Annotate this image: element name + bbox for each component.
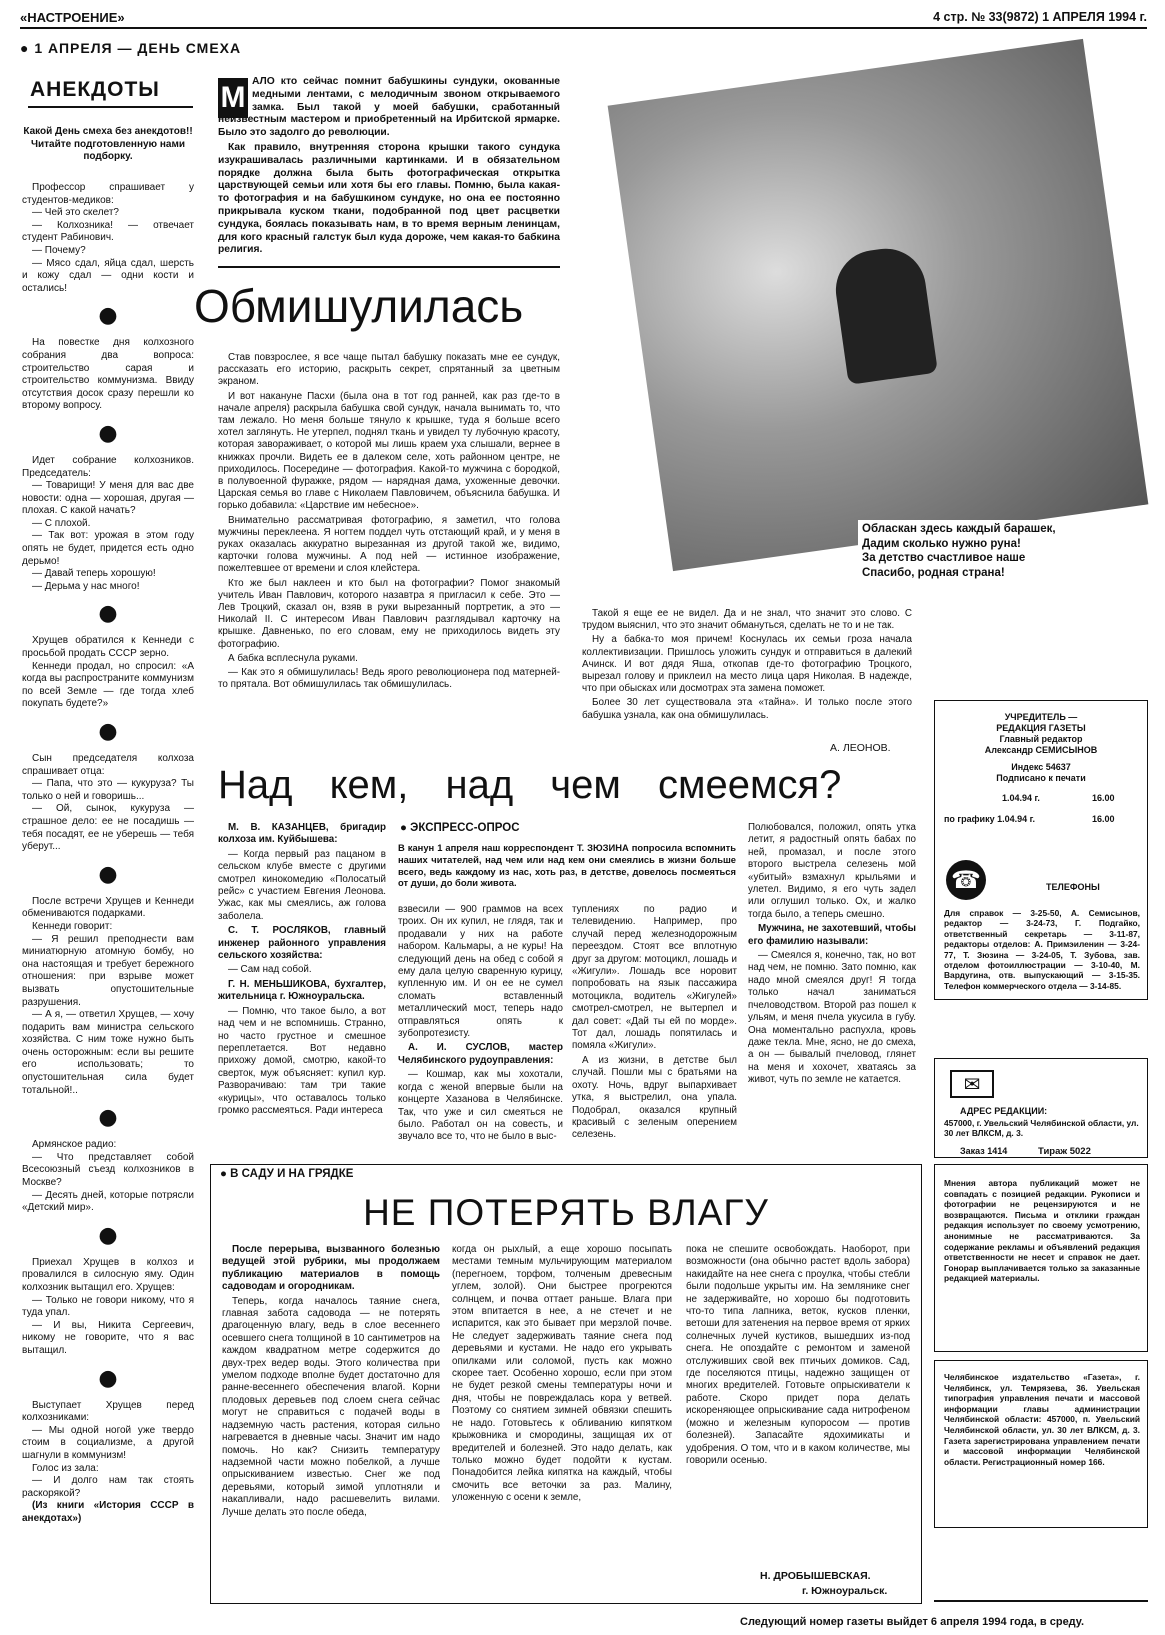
bullet-icon: ● [20, 40, 35, 56]
dropcap: М [218, 78, 248, 118]
respondent-answer: — Помню, что такое было, а вот над чем и не вспомнишь. Странно, но часто грустное и смешное переплетается. Вот недавно прихожу домой, смотрю, какой-то сверток, муж объясняет: купил кур. Разворачиваю: там три такие «курицы», что оставалось только громко рассмеяться. Ради интереса [218, 1005, 386, 1116]
paragraph: Внимательно рассматривая фотографию, я заметил, что голова мужчины переклеена. Я ногтем поддел чуть отстающий край, и у меня в руках оказалась аккуратно вырезанная из другой такой же, видимо, карточки голова мужчины. А под ней — истинное изображение, пожелтевшее от времени и слоя клейстера. [218, 514, 560, 575]
joke-line: Выступает Хрущев перед колхозниками: [22, 1399, 194, 1424]
joke-line: После встречи Хрущев и Кеннеди обмениваются подарками. [22, 895, 194, 920]
circulation: Тираж 5022 [1038, 1146, 1091, 1157]
joke-line: — Чей это скелет? [32, 207, 119, 219]
joke-line: — Папа, что это — кукуруза? Ты только о ней и говоришь... [22, 778, 194, 802]
rubric-line [20, 40, 241, 56]
jokes-list [22, 182, 194, 1526]
respondent-answer: — Когда первый раз пацаном в сельском клубе вместе с другими смотрел кинокомедию «Полосатый рейс» с участием Евгения Леонова. Ужас, как мы смеялись, аж голова заболела. [218, 848, 386, 922]
paragraph: Став повзрослее, я все чаще пытал бабушку показать мне ее сундук, рассказать его историю, раскрыть секрет, спрятанный за цветным экраном. [218, 352, 560, 388]
joke-line: — Только не говори никому, что я туда упал. [22, 1294, 194, 1319]
joke [22, 1139, 194, 1215]
bullet-icon: ● [98, 601, 118, 627]
joke-line: Кеннеди говорит: [32, 920, 113, 932]
joke-line: — Товарищи! У меня для вас две новости: одна — хорошая, другая — плохая. С какой начать? [22, 480, 194, 517]
paragraph: А бабка всплеснула руками. [228, 652, 358, 664]
rubric-text: 1 АПРЕЛЯ — ДЕНЬ СМЕХА [34, 40, 242, 56]
joke-line: — С плохой. [32, 517, 91, 529]
joke-line: — И долго нам так стоять раскорякой? [22, 1475, 194, 1499]
joke-line: — Колхозника! — отвечает студент Рабинович. [22, 219, 194, 244]
imprint-index: Индекс 54637 Подписано к печати [996, 762, 1086, 783]
paragraph: Такой я еще ее не видел. Да и не знал, что значит это слово. С трудом выяснил, что это значит обмануться, сделать не то и не так. [582, 608, 912, 632]
paragraph: — Как это я обмишулилась! Ведь ярого революционера под матерней-то прятала. Вот обмишулилась так обмишулилась. [218, 667, 560, 691]
man-with-lamb [831, 244, 938, 385]
respondent-answer: — Сам над собой. [228, 964, 312, 976]
paragraph: И вот накануне Пасхи (была она в тот год ранней, как раз где-то в начале апреля) раскрыла бабушка свой сундук, начала вынимать то, что там лежало. Но меня больше тянуло к крышке, туда я больше всего хотел заглянуть. Не утерпел, поднял ткань и увидел ту лубочную красоту, которая завораживает, о которой мы лишь краем уха слышали, вернее в книжках прочли. Видеть ее в далеком селе, хоть районном центре, не приходилось. Посередине — фотография. Какой-то мужчина с бородкой, в полувоенной фуражке, рядом — нарядная дама, ухоженные девочки. Царская семья во главе с Николаем Павловичем, объяснила бабушка. И горько добавила: «Царствие им небесное». [218, 390, 560, 512]
bullet-icon: ● [98, 1365, 118, 1391]
joke-line: — Мясо сдал, яйца сдал, шерсть и кожу сдал — одни кости и остались! [22, 257, 194, 294]
garden-col-1: После перерыва, вызванного болезнью ведущей этой рубрики, мы продолжаем публикацию материалов в помощь садоводам и огородникам. Теперь, когда началось таяние снега, главная забота садовода — не потерять драгоценную влагу, ведь в слое весеннего осевшего снега толщиной в 10 сантиметров на каждом квадратном метре содержится до двух-трех ведер воды. Этого количества при умелом подходе вполне будет достаточно для ранне-весеннего обеспечения влагой. Корни плодовых деревьев под слоем снега сейчас могут не справиться с подачей воды в надземную часть растения, которая сильно нагревается в дневные часы. Значит им надо помочь. Но как? Снизить температуру надземной части можно побелкой, а лучше опрыскиванием известью. Снег же под деревьями, который зимой уплотняли и накапливали, надо расшевелить вилами. Лучше делать это после обеда, [222, 1244, 440, 1518]
respondent-name: М. В. КАЗАНЦЕВ, бригадир колхоза им. Куйбышева: [218, 822, 386, 846]
survey-col-4: Полюбовался, положил, опять утка летит, я радостный опять бабах по ней, промазал, и после этого второго выстрела селезень мой «убитый» взмахнул крыльями и улетел. Видимо, я его чуть задел или оглушил только. Ох, и жалко тогда было, а теперь смешно. Мужчина, не захотевший, чтобы его фамилию называли: — Смеялся я, конечно, так, но вот над чем, не помню. Зато помню, как надо мной смеялся друг! Я тогда только начал заниматься пчеловодством. Второй раз пошел к ульям, и меня пчела укусила в губу. Она моментально распухла, кровь даже текла. Мне, ясно, не до смеха, а он — бывалый пчеловод, глянет на меня и хохочет, хватаясь за живот, чуть по земле не катается. [748, 822, 916, 1086]
joke-line: — Десять дней, которые потрясли «Детский мир». [22, 1189, 194, 1214]
joke-line: Голос из зала: [32, 1462, 99, 1474]
sheep-photo [608, 39, 1149, 571]
address: 457000, г. Увельский Челябинской области, ул. 30 лет ВЛКСМ, д. 3. [944, 1118, 1139, 1139]
anekdoty-title: АНЕКДОТЫ [30, 78, 160, 101]
story-lead: АЛО кто сейчас помнит бабушкины сундуки, окованные медными лентами, с мелодичным звоном открываемого замка. Был такой у моей бабушки, сработанный неизвестным мастером и приобретенный на Ирбитской ярмарке. Было это задолго до революции. Как правило, внутренняя сторона крышки такого сундука изукрашивалась различными картинками. И в обязательном порядке должна была быть фотографическая открытка царствующей семьи или хотя бы его главы. Помню, была какая-то фотография и на бабушкином сундуке, но она ее постоянно прикрывала куском ткани, подобранной под цвет расцветки сундука, боялась показывать нам, в то время верным ленинцам, для кого красный галстук был куда дороже, чем какая-то бабкина религия. [218, 76, 560, 256]
section-label: «НАСТРОЕНИЕ» [20, 10, 125, 25]
joke-line: Приехал Хрущев в колхоз и провалился в силосную яму. Один колхозник вытащил его. Хрущев: [22, 1256, 194, 1293]
joke-line: На повестке дня колхозного собрания два вопроса: строительство сарая и строительство коммунизма. Ввиду отсутствия досок сразу перешли ко второму вопросу. [22, 337, 194, 412]
bullet-icon: ● [98, 420, 118, 446]
publisher-info: Челябинское издательство «Газета», г. Челябинск, ул. Темрязева, 36. Увельская типография управления печати и массовой информации главы администрации Челябинской области: 457000, п. Увельский Челябинской области, ул. 30 лет ВЛКСМ, д. 3. Газета зарегистрирована управлением печати и массовой информации Челябинской области. Регистрационный номер 166. [944, 1372, 1140, 1467]
joke [22, 896, 194, 1098]
imprint-t1: 16.00 [1092, 793, 1115, 803]
bullet-icon: ● [98, 1222, 118, 1248]
survey-rubric: ● ЭКСПРЕСС-ОПРОС [400, 822, 520, 834]
survey-intro: В канун 1 апреля наш корреспондент Т. ЗЮЗИНА попросила вспомнить наших читателей, над чем или над кем они смеялись в жизни больше всего, ведь каждому из нас, хоть раз, в детстве, довелось посмеяться от души, до боли живота. [398, 842, 736, 889]
garden-title: НЕ ПОТЕРЯТЬ ВЛАГУ [363, 1192, 769, 1233]
phones-title: ТЕЛЕФОНЫ [1046, 882, 1100, 892]
bullet-icon: ● [98, 719, 118, 744]
joke-line: Профессор спрашивает у студентов-медиков: [22, 182, 194, 206]
editorial-notes: Мнения автора публикаций может не совпадать с позицией редакции. Рукописи и фотографии не рецензируются и не возвращаются. Письма и отклики граждан редакция использует по своему усмотрению, анонимные не рассматриваются. За содержание рекламы и объявлений редакция ответственности не несет и справок не дает. Гонорар выплачивается только за заказанные редакцией материалы. [944, 1178, 1140, 1284]
joke-line: — Давай теперь хорошую! [32, 568, 156, 580]
garden-rubric: ● В САДУ И НА ГРЯДКЕ [220, 1168, 354, 1180]
survey-headline: Над кем, над чем смеемся? [218, 763, 842, 807]
joke [22, 635, 194, 711]
story-author: А. ЛЕОНОВ. [830, 742, 891, 754]
joke-line: Идет собрание колхозников. Председатель: [22, 454, 194, 479]
telephone-icon: ☎ [946, 860, 986, 900]
joke-line: — Дерьма у нас много! [32, 580, 140, 592]
phones: Для справок — 3-25-50, А. Семисынов, редактор — 3-24-73, Г. Подгайко, ответственный секретарь — 3-11-87, редакторы отделов: А. Примэиленин — 3-24-77, Т. Зюзина — 3-24-05, Т. Зубова, зав. отделом фотоиллюстрации — 3-10-40, М. Вардугина, отв. выпускающий — 3-15-35. Телефон коммерческого отдела — 3-14-85. [944, 908, 1140, 991]
story-title: Обмишулилась [194, 280, 524, 332]
joke [22, 1257, 194, 1358]
story-body [218, 352, 560, 693]
survey-col-2: взвесили — 900 граммов на всех троих. Он их купил, не глядя, так и продавали у них на работе набором. Кальмары, а не куры! На следующий день на обед с собой я ему дала целую сваренную курицу, купленную им. И он ее не сумел сломать вставленный металлический мост, теперь надо отправляться опять к зубопротезисту. А. И. СУСЛОВ, мастер Челябинского рудоуправления: — Кошмар, как мы хохотали, когда с женой впервые были на концерте Хазанова в Челябинске. Так, что уже и сил смеяться не было. Работал он на совесть, и звучало все то, что не было в выс- [398, 904, 563, 1143]
joke-line: Сын председателя колхоза спрашивает отца: [22, 753, 194, 777]
joke [22, 455, 194, 594]
joke-line: Армянское радио: [32, 1139, 117, 1151]
bullet-icon: ● [98, 303, 118, 329]
address-title: АДРЕС РЕДАКЦИИ: [960, 1106, 1048, 1116]
joke [22, 182, 194, 295]
joke [22, 1400, 194, 1526]
paragraph: Более 30 лет существовала эта «тайна». И только после этого бабушка узнала, как она обмишулилась. [582, 697, 912, 721]
survey-col-3: туплениях по радио и телевидению. Например, про случай перед железнодорожным переездом. Стоят все вплотную друг за другом: мотоцикл, лошадь и «Жигули». Лошадь все норовит попробовать на язык пассажира мотоцикла, водитель «Жигулей» смотрел-смотрел, не вытерпел и дал совет: «Дай ты ей по морде». Тот дал, лошадь попятилась и помяла «Жигули». А из жизни, в детстве был случай. Пошли мы с братьями на охоту. Ночь, вдруг выпархивает утка, я выстрелил, она упала. Подобрал, оказался крупный красивый с зеленым оперением селезень. [572, 904, 737, 1141]
survey-col-1 [218, 822, 386, 1119]
joke-line: — Я решил преподнести вам миниатюрную атомную бомбу, но она настоящая и требует бережного отношения: при взрыве может вызвать опустошительные разрушения. [22, 933, 194, 1008]
joke-line: Хрущев обратился к Кеннеди с просьбой продать СССР зерно. [22, 635, 194, 660]
joke [22, 337, 194, 413]
bullet-icon: ● [98, 861, 118, 887]
imprint-d2: по графику 1.04.94 г. [944, 814, 1035, 824]
garden-author: Н. ДРОБЫШЕВСКАЯ. [760, 1570, 871, 1582]
respondent-name: С. Т. РОСЛЯКОВ, главный инженер районного управления сельского хозяйства: [218, 925, 386, 962]
joke-line: — Ой, сынок, кукуруза — страшное дело: ее не посадишь — тебя посадят, ее не уберешь — тебя уберут... [22, 803, 194, 853]
imprint-d1: 1.04.94 г. [1002, 793, 1040, 803]
joke-line: Кеннеди продал, но спросил: «А когда вы распространите коммунизм по всей Земле — где тогда хлеб покупать будете?» [22, 660, 194, 710]
story-lead-2: Как правило, внутренняя сторона крышки такого сундука изукрашивалась различными картинками. И в обязательном порядке должна была быть фотографическая открытка царствующей семьи или хотя бы его главы. Помню, была какая-то фотография и на бабушкином сундуке, но она ее постоянно прикрывала куском ткани, подобранной под цвет расцветки сундука, боялась показывать нам, в то время верным ленинцам, для кого красный галстук был куда дороже, чем какая-то бабкина религия. [218, 141, 560, 256]
order-number: Заказ 1414 [960, 1146, 1008, 1156]
paragraph: Кто же был наклеен и кто был на фотографии? Помог знакомый учитель Иван Павлович, которого назавтра я пригласил к себе. Это — Лев Троцкий, сказал он, взяв в руки вырезанный портретик, а это — Николай II. С интересом Иван Павлович разглядывал карточку на крышке. Давненько, по его словам, ему не приходилось видеть эту фотографию. [218, 577, 560, 650]
anekdoty-intro: Какой День смеха без анекдотов!! Читайте подготовленную нами подборку. [23, 126, 193, 163]
photo-caption: Обласкан здесь каждый барашек, Дадим сколько нужно руна! За детство счастливое наше Спасибо, родная страна! [858, 520, 1126, 582]
garden-city: г. Южноуральск. [802, 1585, 888, 1597]
bullet-icon: ● [98, 1105, 118, 1131]
joke-line: (Из книги «История СССР в анекдотах») [22, 1500, 194, 1524]
joke-line: — А я, — ответил Хрущев, — хочу подарить вам министра сельского хозяйства. С ним тоже нужно быть очень осторожным: если вы решите его использовать; то опустошительная сила будет тотальной!.. [22, 1009, 194, 1096]
bullet-icon: ● [220, 1168, 231, 1180]
issue-info: 4 стр. № 33(9872) 1 АПРЕЛЯ 1994 г. [933, 10, 1147, 24]
garden-col-2: когда он рыхлый, а еще хорошо посыпать местами темным мульчирующим материалом (перегноем, торфом, толченым древесным углем, золой). Они быстрее прогреются солнцем, и почва оттает раньше. Влага при этом впитается в нее, а не стечет и не испарится, как это бывает при мерзлой почве. Не следует задерживать таяние снега под деревьями и кустами. Не надо его укрывать опилками или соломой, пусть как можно скорее тает. Особенно хорошо, если при этом не будет резкой смены температуры ночи и дня, чтобы не повреждалась кора у ветвей. Поэтому со снятием зимней обвязки спешить не надо. Готовьтесь к обливанию кипятком крыжовника и смородины, защищая их от вредителей и болезней. Это надо делать, как только можно будет подойти к кустам. Понадобится лейка кипятка на каждый, чтобы смочить все веточки за раз. Малину, уложенную с осени к земле, [452, 1244, 672, 1504]
joke-line: — Так вот: урожая в этом году опять не будет, придется есть одно дерьмо! [22, 530, 194, 567]
envelope-icon: ✉ [950, 1070, 994, 1098]
imprint-t2: 16.00 [1092, 814, 1115, 824]
garden-col-3: пока не спешите освобождать. Наоборот, при возможности (она обычно растет вдоль забора) накидайте на нее снега с проулка, чтобы стебли были подольше укрыты им. На землянике снег не задерживайте, но хорошо бы подготовить что-то типа лапника, веток, кусков пленки, ветоши для затенения на первое время от ярких солнечных лучей кустиков, вышедших из-под снега. Не опоздайте с ремонтом и заменой отслуживших свой век птичьих домиков. Сад, где поселяются птицы, надежно защищен от многих вредителей. Готовьте опрыскиватели к работе. Скоро придет пора делать искореняющее опрыскивание сада нитрофеном (можно и железным купоросом — против болезней). Запасайте ядохимикаты и удобрения. О том, что и в каком количестве, мы говорили осенью. [686, 1244, 910, 1466]
joke-line: — Что представляет собой Всесоюзный съезд колхозников в Москве? [22, 1151, 194, 1189]
next-issue: Следующий номер газеты выйдет 6 апреля 1994 года, в среду. [740, 1616, 1085, 1628]
respondent-name: Г. Н. МЕНЬШИКОВА, бухгалтер, жительница г. Южноуральска. [218, 978, 386, 1003]
joke-line: — И вы, Никита Сергеевич, никому не говорите, что я вас вытащил. [22, 1319, 194, 1356]
founder: УЧРЕДИТЕЛЬ — РЕДАКЦИЯ ГАЗЕТЫ Главный редактор Александр СЕМИСЫНОВ [984, 712, 1098, 755]
story-body-2 [582, 608, 912, 724]
joke [22, 753, 194, 854]
paragraph: Ну а бабка-то моя причем! Коснулась их семьи гроза начала коллективизации. Пришлось уложить сундук и отправиться в далекий Ачинск. И вот дядя Яша, откопав где-то фотографию Троцкого, вырезал голову и приклеил на место лица царя Николая. В надежде, что при обысках или досмотрах эта замена поможет. [582, 634, 912, 695]
bullet-icon: ● [400, 822, 411, 834]
joke-line: — Почему? [32, 244, 86, 256]
joke-line: — Мы одной ногой уже твердо стоим в социализме, а другой шагнули в коммунизм! [22, 1424, 194, 1461]
